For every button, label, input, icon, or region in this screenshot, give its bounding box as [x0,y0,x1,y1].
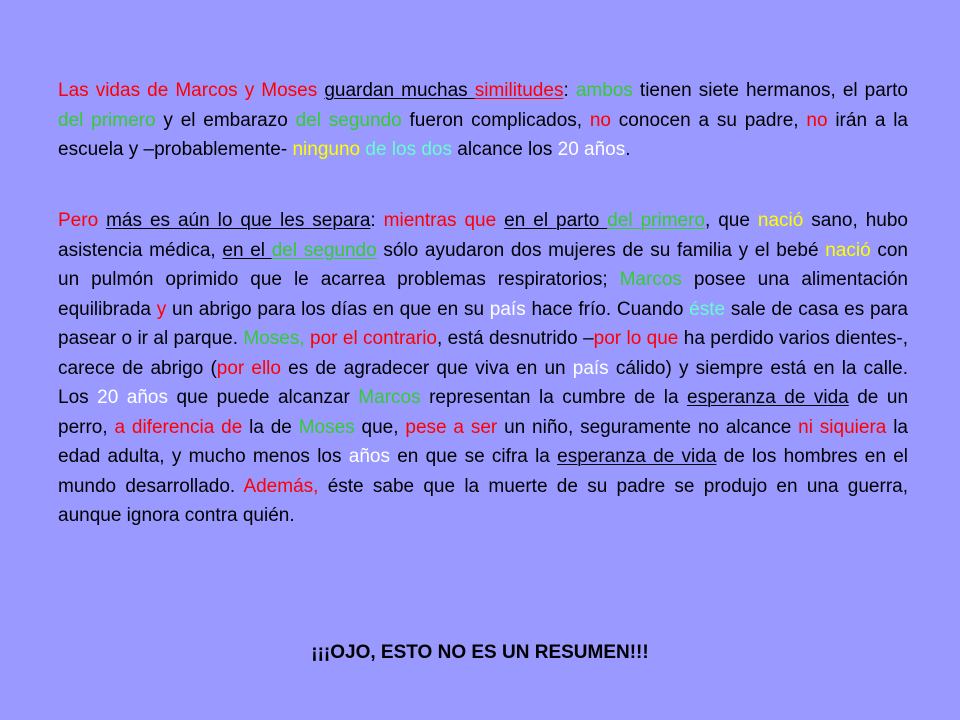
text-segment: sólo ayudaron dos mujeres de su familia y el bebé [376,239,826,261]
text-segment: no [589,109,611,131]
text-segment: en que se cifra la [389,446,558,467]
text-segment: y el embarazo [155,109,296,131]
text-segment: a diferencia de [114,416,243,438]
text-segment: del primero [607,210,705,231]
text-segment: alcance los [452,139,558,160]
text-segment: por lo que [593,328,679,349]
text-segment: que puede alcanzar [167,387,359,408]
text-segment: Además, [243,475,319,497]
text-segment: por ello [216,357,281,379]
paragraph-similitudes [58,76,908,165]
text-segment: por el contrario [310,328,437,349]
text-segment: similitudes [474,80,564,101]
text-segment: un abrigo para los días en que en su [166,298,490,320]
text-segment: sale de casa es para pasear o ir al parque. [58,298,908,349]
text-segment: sano, hubo asistencia médica, [58,210,908,261]
text-segment: la de [242,416,299,438]
text-segment: : [563,80,576,101]
text-segment: la edad adulta, y mucho menos los [58,416,908,467]
text-segment: que, [354,416,406,438]
text-segment: es de agradecer que viva en un [280,357,573,379]
paragraph-diferencias [58,206,908,531]
text-segment: nació [757,210,804,231]
text-segment: Moses, [243,328,305,349]
text-segment: Marcos [619,269,682,290]
text-segment: de los dos [365,139,453,160]
text-segment [496,210,504,231]
text-segment: cálido) y siempre está en la calle. Los [58,357,908,408]
text-segment: ha perdido varios dientes-, carece de abrigo ( [58,328,908,379]
text-segment: conocen a su padre, [611,109,807,131]
text-segment: años [348,446,390,467]
text-segment: 20 años [97,387,168,408]
text-segment: posee una alimentación equilibrada [58,269,908,320]
text-segment: de los hombres en el mundo desarrollado. [58,446,908,497]
text-segment: éste sabe que la muerte de su padre se produjo en una guerra, aunque ignora contra quién. [58,475,908,526]
text-segment: del primero [58,109,156,131]
text-segment: : [370,210,384,231]
text-segment: ninguno [292,139,361,160]
text-segment: fueron complicados, [401,109,590,131]
text-segment: no [806,109,828,131]
text-segment: en el [222,239,272,261]
text-segment: hace frío. Cuando [525,298,690,320]
text-segment: , está desnutrido – [436,328,594,349]
text-segment: representan la cumbre de la [420,387,688,408]
text-segment: y [156,298,167,320]
text-segment: mientras que [383,210,497,231]
text-segment: país [572,357,609,379]
text-segment: Marcos [358,387,421,408]
text-segment: éste [689,298,726,320]
text-segment: irán a la escuela y –probablemente- [58,109,908,160]
text-segment: del segundo [271,239,377,261]
text-segment: país [489,298,526,320]
text-segment: , que [704,210,758,231]
text-segment: del segundo [295,109,402,131]
text-segment: ni siquiera [798,416,887,438]
text-segment: esperanza de vida [557,446,717,467]
text-segment: más es aún lo que les separa [106,210,371,231]
text-segment: con un pulmón oprimido que le acarrea problemas respiratorios; [58,239,908,290]
text-segment: nació [825,239,871,261]
text-segment: tienen siete hermanos, el parto [632,80,908,101]
text-segment: . [625,139,631,160]
text-segment: un niño, seguramente no alcance [497,416,799,438]
text-segment: de un perro, [58,387,909,438]
text-segment: esperanza de vida [687,387,849,408]
text-segment: 20 años [557,139,626,160]
text-segment: pese a ser [405,416,498,438]
text-segment: Moses [298,416,355,438]
text-segment: ambos [575,80,633,101]
text-segment: en el parto [504,210,608,231]
text-segment: Pero [58,210,107,231]
warning-heading: ¡¡¡OJO, ESTO NO ES UN RESUMEN!!! [311,642,649,663]
text-segment: guardan muchas [324,80,475,101]
text-segment: Las vidas de Marcos y Moses [58,80,325,101]
